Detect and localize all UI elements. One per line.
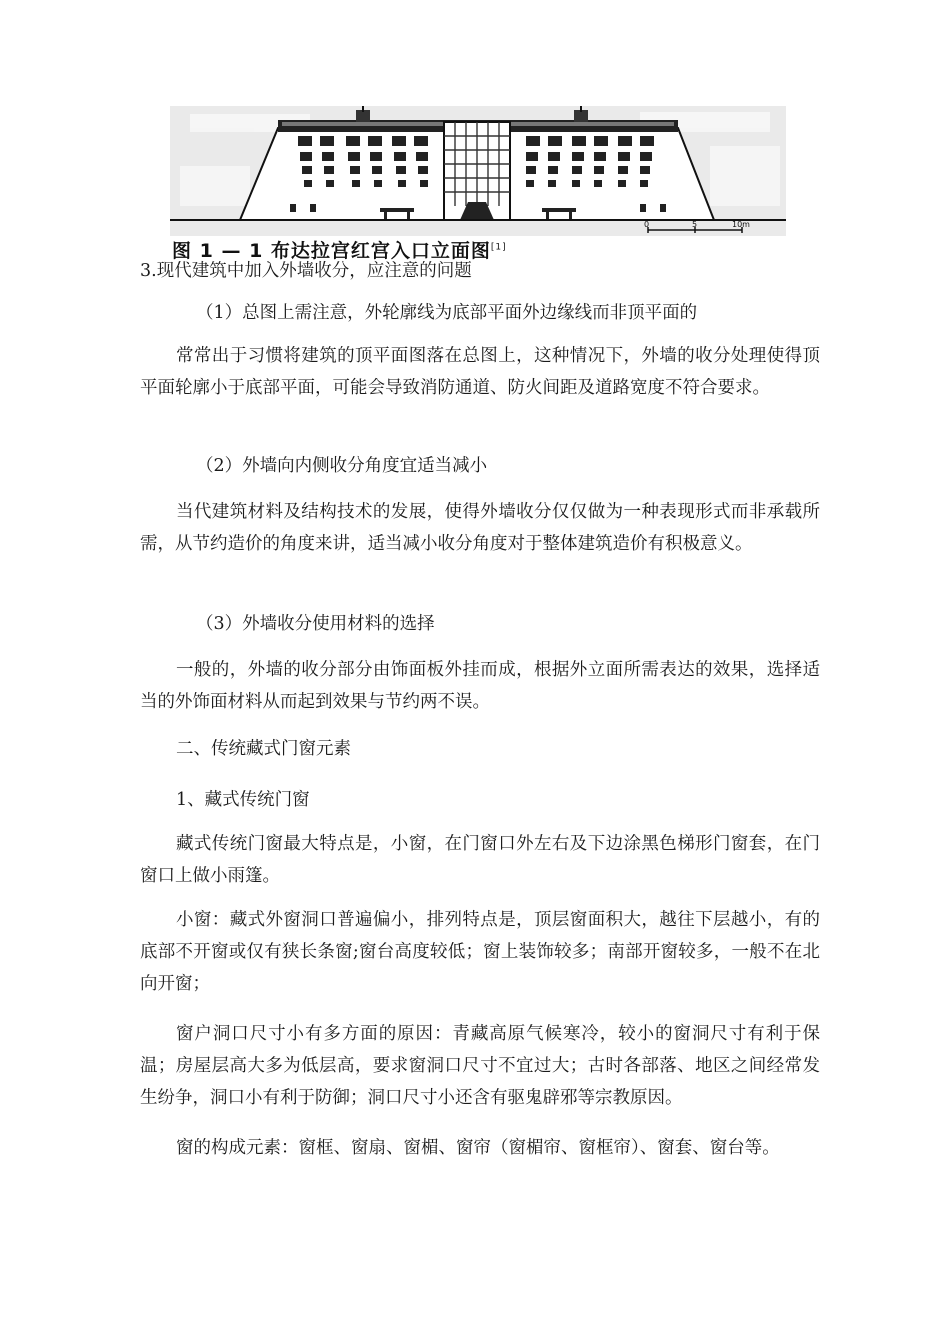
scale-label-5: 5 [692,220,698,229]
item-2-body: 当代建筑材料及结构技术的发展，使得外墙收分仅仅做为一种表现形式而非承载所需，从节约造价的角度来讲，适当减小收分角度对于整体建筑造价有积极意义。 [140,502,820,554]
item-1-body: 常常出于习惯将建筑的顶平面图落在总图上，这种情况下，外墙的收分处理使得顶平面轮廓小于底部平面，可能会导致消防通道、防火间距及道路宽度不符合要求。 [140,346,820,398]
section-heading: 3.现代建筑中加入外墙收分，应注意的问题 [140,261,472,281]
paragraph-1: 藏式传统门窗最大特点是，小窗，在门窗口外左右及下边涂黑色梯形门窗套，在门窗口上做小雨篷。 [140,834,820,886]
paragraph-4: 窗的构成元素：窗框、窗扇、窗楣、窗帘（窗楣帘、窗框帘）、窗套、窗台等。 [176,1138,780,1158]
item-2-heading: （2）外墙向内侧收分角度宜适当减小 [196,456,488,476]
item-3-heading: （3）外墙收分使用材料的选择 [196,614,435,634]
paragraph-2: 小窗：藏式外窗洞口普遍偏小，排列特点是，顶层窗面积大，越往下层越小，有的底部不开窗或仅有狭长条窗;窗台高度较低；窗上装饰较多；南部开窗较多，一般不在北向开窗； [140,910,820,994]
sub-heading: 1、藏式传统门窗 [176,790,310,810]
palace-elevation-drawing [170,106,786,254]
scale-label-0: 0 [644,220,650,229]
part-two-heading: 二、传统藏式门窗元素 [176,739,351,759]
paragraph-3: 窗户洞口尺寸小有多方面的原因：青藏高原气候寒冷，较小的窗洞尺寸有利于保温；房屋层高大多为低层高，要求窗洞口尺寸不宜过大；古时各部落、地区之间经常发生纷争，洞口小有利于防御；洞口尺寸小还含有驱鬼辟邪等宗教原因。 [140,1024,820,1108]
item-3-body: 一般的，外墙的收分部分由饰面板外挂而成，根据外立面所需表达的效果，选择适当的外饰面材料从而起到效果与节约两不误。 [140,660,820,712]
elevation-figure [170,106,786,254]
scale-label-10m: 10m [732,220,750,229]
figure-caption-text: 图 1 — 1 布达拉宫红宫入口立面图 [172,240,491,262]
item-1-heading: （1）总图上需注意，外轮廓线为底部平面外边缘线而非顶平面的 [196,303,698,323]
figure-caption-ref: [1] [490,242,507,253]
